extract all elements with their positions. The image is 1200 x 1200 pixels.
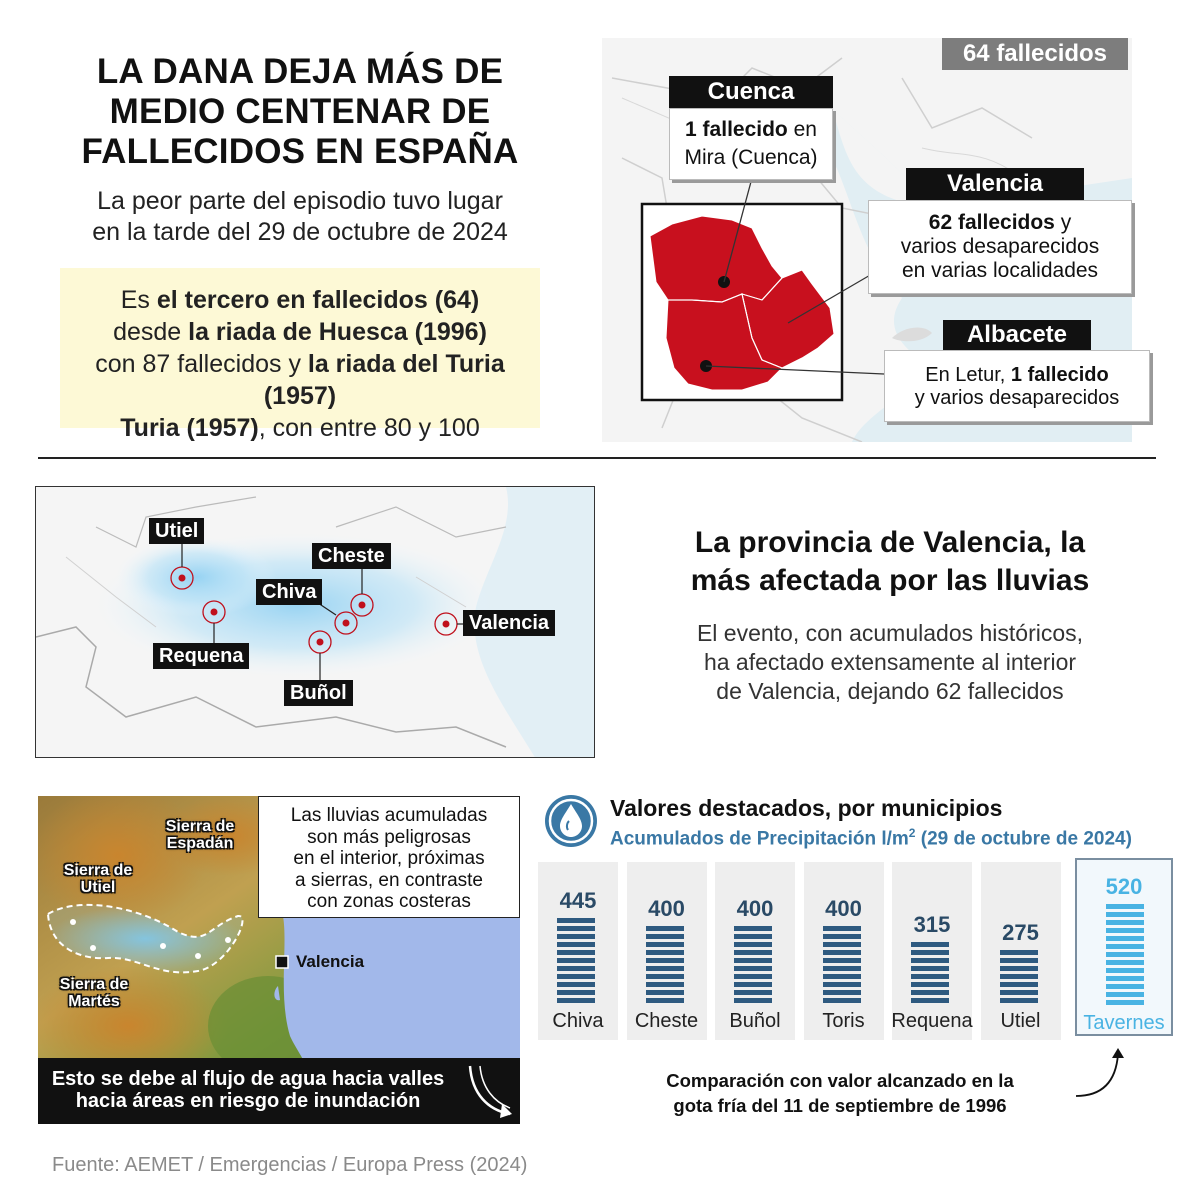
bar-segment xyxy=(646,990,684,995)
bar-segment xyxy=(557,950,595,955)
terrain-footer-text xyxy=(38,1068,458,1112)
cuenca-rest-2: Mira (Cuenca) xyxy=(684,146,818,169)
bar-segment xyxy=(557,958,595,963)
bar-segment xyxy=(646,942,684,947)
headline-line-1: LA DANA DEJA MÁS DE xyxy=(96,52,504,91)
bar-segment xyxy=(1106,912,1144,917)
bar-column-buñol xyxy=(715,862,795,1040)
cuenca-label: Cuenca xyxy=(669,76,833,108)
source-credit: Fuente: AEMET / Emergencias / Europa Press (2024) xyxy=(52,1154,528,1176)
bar-segment xyxy=(1106,936,1144,941)
bar-segment xyxy=(646,958,684,963)
bunol-dot xyxy=(317,639,324,646)
bar-segment xyxy=(557,982,595,987)
chart-subtitle xyxy=(610,826,1132,850)
chart-title: Valores destacados, por municipios xyxy=(610,795,1003,821)
terrain-note-line-2: son más peligrosas xyxy=(307,826,471,848)
bar-segment xyxy=(734,982,772,987)
terrain-footer xyxy=(38,1058,520,1124)
terrain-city-label: Valencia xyxy=(296,952,365,971)
water-drop-icon xyxy=(544,794,598,848)
bar-value-chiva: 445 xyxy=(559,888,597,913)
province-title-line-2: más afectada por las lluvias xyxy=(690,564,1090,597)
province-title xyxy=(640,524,1140,600)
province-body xyxy=(640,619,1140,706)
bar-segment xyxy=(734,958,772,963)
cuenca-deaths: 1 fallecido xyxy=(685,118,788,141)
bar-segment xyxy=(823,958,861,963)
bar-segment xyxy=(734,926,772,931)
bar-value-tavernes: 520 xyxy=(1105,874,1143,899)
bar-segment xyxy=(646,974,684,979)
highlight-b1: el tercero en fallecidos (64) xyxy=(156,286,480,314)
albacete-pre: En Letur, xyxy=(925,364,1011,386)
bar-segment xyxy=(1106,952,1144,957)
valencia-rest-1: y xyxy=(1054,211,1072,234)
bar-segment xyxy=(823,990,861,995)
albacete-label: Albacete xyxy=(943,320,1091,350)
bar-value-requena: 315 xyxy=(913,912,951,937)
valencia-city-marker xyxy=(276,956,288,968)
comparison-note xyxy=(640,1068,1040,1118)
bar-segment xyxy=(1106,992,1144,997)
sierra-utiel-line-1: Sierra de xyxy=(63,862,133,879)
sierra-espadan-line-1: Sierra de xyxy=(165,818,235,835)
terrain-note-line-3: en el interior, próximas xyxy=(293,848,485,869)
headline-line-3: FALLECIDOS EN ESPAÑA xyxy=(81,132,519,171)
sierra-espadan-line-2: Espadán xyxy=(166,835,234,852)
bar-segment xyxy=(734,966,772,971)
bar-segment xyxy=(1106,960,1144,965)
comparison-note-line-2: gota fría del 11 de septiembre de 1996 xyxy=(673,1095,1007,1116)
comparison-note-line-1: Comparación con valor alcanzado en la xyxy=(666,1070,1014,1091)
highlight-text xyxy=(74,284,526,444)
terrain-note-line-4: a sierras, en contraste xyxy=(295,869,483,891)
terrain-footer-line-2: hacia áreas en riesgo de inundación xyxy=(75,1090,421,1112)
headline-line-2: MEDIO CENTENAR DE xyxy=(109,92,491,131)
bar-segment xyxy=(823,966,861,971)
highlight-b3-tail: Turia (1957) xyxy=(120,414,259,442)
bar-value-utiel: 275 xyxy=(1002,920,1039,945)
highlight-b2: la riada de Huesca (1996) xyxy=(188,318,487,346)
highlight-t1: Es xyxy=(120,286,157,314)
town-label-chiva: Chiva xyxy=(256,579,322,605)
bar-label-buñol: Buñol xyxy=(729,1010,781,1032)
highlight-t3: con 87 fallecidos y xyxy=(95,350,308,378)
bar-segment xyxy=(557,934,595,939)
bar-value-cheste: 400 xyxy=(648,896,685,921)
valencia-rest-3: en varias localidades xyxy=(901,259,1099,282)
valencia-rest-2: varios desaparecidos xyxy=(900,235,1100,258)
utiel-dot xyxy=(179,575,186,582)
sierra-martes-label xyxy=(44,976,144,1010)
bar-segment xyxy=(823,950,861,955)
sierra-espadan-label xyxy=(150,818,250,852)
sierra-martes-line-1: Sierra de xyxy=(59,976,129,993)
chart-subtitle-sup: 2 xyxy=(908,826,916,840)
requena-dot xyxy=(211,609,218,616)
subheadline xyxy=(40,186,560,248)
bar-segment xyxy=(557,926,595,931)
bar-segment xyxy=(646,926,684,931)
bar-segment xyxy=(1000,966,1038,971)
bar-segment xyxy=(823,942,861,947)
sierra-martes-line-2: Martés xyxy=(68,993,120,1010)
bar-label-toris: Toris xyxy=(822,1010,865,1032)
bar-segment xyxy=(1000,982,1038,987)
bar-segment xyxy=(1106,984,1144,989)
bar-segment xyxy=(734,950,772,955)
bar-segment xyxy=(557,998,595,1003)
bar-segment xyxy=(1106,928,1144,933)
bar-column-utiel xyxy=(981,862,1061,1040)
bar-label-chiva: Chiva xyxy=(552,1010,604,1032)
cheste-dot xyxy=(359,602,366,609)
subheadline-line-1: La peor parte del episodio tuvo lugar xyxy=(97,187,503,215)
chiva-dot xyxy=(343,620,350,627)
bar-column-cheste xyxy=(627,862,707,1040)
bar-segment xyxy=(911,974,949,979)
bar-segment xyxy=(823,926,861,931)
province-body-line-2: ha afectado extensamente al interior xyxy=(703,649,1077,675)
town-label-bunol: Buñol xyxy=(284,680,353,706)
curved-arrow-icon xyxy=(1072,1044,1132,1104)
terrain-footer-line-1: Esto se debe al flujo de agua hacia valles xyxy=(51,1068,445,1090)
valencia-label: Valencia xyxy=(906,168,1084,200)
bar-label-utiel: Utiel xyxy=(1000,1010,1041,1032)
bar-segment xyxy=(734,942,772,947)
bar-column-toris xyxy=(804,862,884,1040)
bar-column-tavernes xyxy=(1075,858,1173,1036)
province-body-line-1: El evento, con acumulados históricos, xyxy=(696,620,1084,646)
bar-segment xyxy=(557,990,595,995)
terrain-note xyxy=(258,796,520,918)
town-label-utiel: Utiel xyxy=(149,518,204,544)
bar-segment xyxy=(734,998,772,1003)
flow-arrow-icon xyxy=(466,1064,516,1120)
section-divider xyxy=(38,457,1156,459)
bar-segment xyxy=(557,918,595,923)
bar-column-chiva xyxy=(538,862,618,1040)
cuenca-rest-1: en xyxy=(787,118,817,141)
bar-segment xyxy=(1106,944,1144,949)
sierra-utiel-label xyxy=(48,862,148,896)
bar-segment xyxy=(911,998,949,1003)
bar-segment xyxy=(646,998,684,1003)
town-label-cheste: Cheste xyxy=(312,543,391,569)
bar-segment xyxy=(1000,990,1038,995)
albacete-callout xyxy=(884,350,1150,422)
bar-segment xyxy=(823,934,861,939)
province-title-line-1: La provincia de Valencia, la xyxy=(694,526,1086,559)
bar-label-requena: Requena xyxy=(891,1010,973,1032)
subheadline-line-2: en la tarde del 29 de octubre de 2024 xyxy=(92,218,508,246)
bar-value-buñol: 400 xyxy=(736,896,774,921)
bar-segment xyxy=(557,974,595,979)
highlight-t4: , con entre 80 y 100 xyxy=(258,414,480,442)
bar-segment xyxy=(911,950,949,955)
bar-column-requena xyxy=(892,862,972,1040)
sierra-utiel-line-2: Utiel xyxy=(80,879,116,896)
bar-segment xyxy=(911,958,949,963)
bar-segment xyxy=(734,990,772,995)
bar-segment xyxy=(911,966,949,971)
bar-value-toris: 400 xyxy=(825,896,862,921)
bar-segment xyxy=(911,982,949,987)
bar-segment xyxy=(646,950,684,955)
bar-segment xyxy=(734,974,772,979)
bar-segment xyxy=(557,966,595,971)
highlight-box xyxy=(60,268,540,442)
total-deaths-badge: 64 fallecidos xyxy=(942,38,1128,70)
bar-segment xyxy=(1106,968,1144,973)
bar-segment xyxy=(557,942,595,947)
albacete-deaths: 1 fallecido xyxy=(1010,364,1109,386)
bar-segment xyxy=(646,982,684,987)
bar-segment xyxy=(1106,904,1144,909)
bar-segment xyxy=(734,934,772,939)
terrain-note-line-1: Las lluvias acumuladas xyxy=(290,805,488,826)
bar-segment xyxy=(1000,950,1038,955)
bar-segment xyxy=(911,990,949,995)
town-label-requena: Requena xyxy=(153,643,249,669)
albacete-rest: y varios desaparecidos xyxy=(914,387,1120,409)
bar-segment xyxy=(646,934,684,939)
bar-segment xyxy=(1106,920,1144,925)
bar-segment xyxy=(646,966,684,971)
cuenca-callout xyxy=(669,108,833,180)
terrain-note-line-5: con zonas costeras xyxy=(307,891,471,912)
bar-segment xyxy=(823,982,861,987)
chart-subtitle-post: (29 de octubre de 2024) xyxy=(915,828,1132,850)
highlight-t2: desde xyxy=(113,318,189,346)
valencia-dot xyxy=(443,621,450,628)
valencia-deaths: 62 fallecidos xyxy=(928,211,1055,234)
bar-label-cheste: Cheste xyxy=(634,1010,699,1032)
chart-subtitle-pre: Acumulados de Precipitación l/m xyxy=(610,828,909,850)
bar-segment xyxy=(1106,976,1144,981)
bar-segment xyxy=(823,998,861,1003)
town-label-valencia: Valencia xyxy=(463,610,555,636)
bar-label-tavernes: Tavernes xyxy=(1083,1012,1165,1034)
bar-segment xyxy=(1000,958,1038,963)
bar-chart xyxy=(538,862,1172,1040)
bar-segment xyxy=(1106,1000,1144,1005)
bar-segment xyxy=(911,942,949,947)
bar-segment xyxy=(823,974,861,979)
bar-segment xyxy=(1000,998,1038,1003)
bar-segment xyxy=(1000,974,1038,979)
province-body-line-3: de Valencia, dejando 62 fallecidos xyxy=(716,678,1064,704)
valencia-callout xyxy=(868,200,1132,294)
main-headline xyxy=(40,52,560,172)
highlight-b3: la riada del Turia (1957) xyxy=(263,350,505,410)
